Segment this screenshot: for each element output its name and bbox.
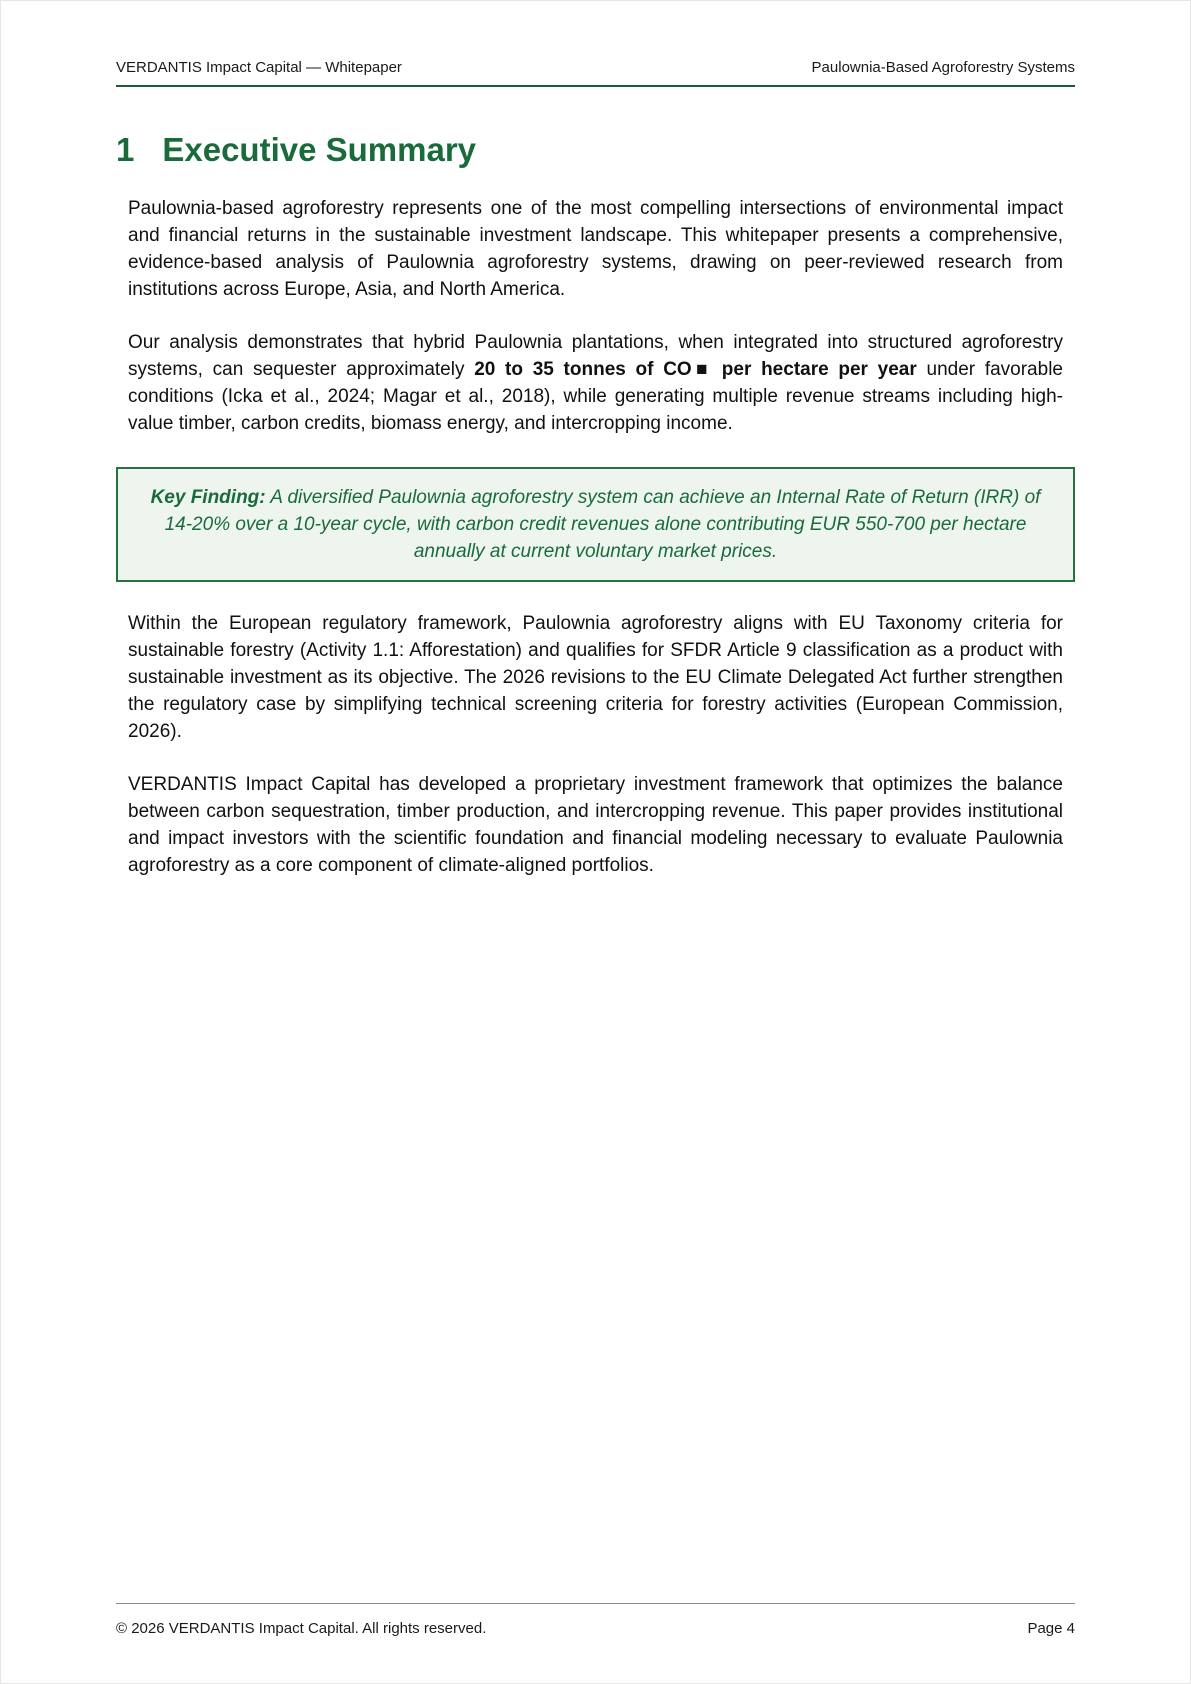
section-heading bbox=[116, 131, 1075, 169]
paragraph-2-text: Our analysis demonstrates that hybrid Paulownia plantations, when integrated into structured agroforestry systems, can sequester approximately bbox=[128, 332, 1063, 380]
footer-page-number: Page 4 bbox=[1027, 1620, 1075, 1637]
page-header bbox=[116, 59, 1075, 87]
paragraph-2-bold-figure: 20 to 35 tonnes of CO■ per hectare per year bbox=[474, 359, 917, 380]
paragraph-4: VERDANTIS Impact Capital has developed a proprietary investment framework that optimizes the balance between carbon sequestration, timber production, and intercropping revenue. This paper provides institutional and impact investors with the scientific foundation and financial modeling necessary to evaluate Paulownia agroforestry as a core component of climate-aligned portfolios. bbox=[128, 774, 1063, 876]
page-body bbox=[116, 87, 1075, 1603]
key-finding-text: A diversified Paulownia agroforestry system can achieve an Internal Rate of Return (IRR) of 14-20% over a 10-year cycle, with carbon credit revenues alone contributing EUR 550-700 per hectare annually at current voluntary market prices. bbox=[164, 487, 1041, 562]
section-title: Executive Summary bbox=[162, 131, 477, 168]
paragraph-1: Paulownia-based agroforestry represents one of the most compelling intersections of environmental impact and financial returns in the sustainable investment landscape. This whitepaper presents a comprehensive, evidence-based analysis of Paulownia agroforestry systems, drawing on peer-reviewed research from institutions across Europe, Asia, and North America. bbox=[128, 198, 1063, 300]
header-right-title: Paulownia-Based Agroforestry Systems bbox=[811, 59, 1075, 76]
page-footer bbox=[116, 1603, 1075, 1637]
paragraph-2-text-cont: under favorable conditions (Icka et al., 2024; Magar et al., 2018), while generating multiple revenue streams including high-value timber, carbon credits, biomass energy, and intercropping income. bbox=[128, 359, 1063, 434]
paragraph-3: Within the European regulatory framework, Paulownia agroforestry aligns with EU Taxonomy criteria for sustainable forestry (Activity 1.1: Afforestation) and qualifies for SFDR Article 9 classification as a product with sustainable investment as its objective. The 2026 revisions to the EU Climate Delegated Act further strengthen the regulatory case by simplifying technical screening criteria for forestry activities (European Commission, 2026). bbox=[128, 613, 1063, 742]
paragraph-2 bbox=[128, 329, 1063, 437]
footer-copyright: © 2026 VERDANTIS Impact Capital. All rights reserved. bbox=[116, 1620, 487, 1637]
header-left-title: VERDANTIS Impact Capital — Whitepaper bbox=[116, 59, 402, 76]
section-number: 1 bbox=[116, 131, 135, 168]
key-finding-callout bbox=[116, 467, 1075, 582]
key-finding-label: Key Finding: bbox=[150, 487, 266, 508]
